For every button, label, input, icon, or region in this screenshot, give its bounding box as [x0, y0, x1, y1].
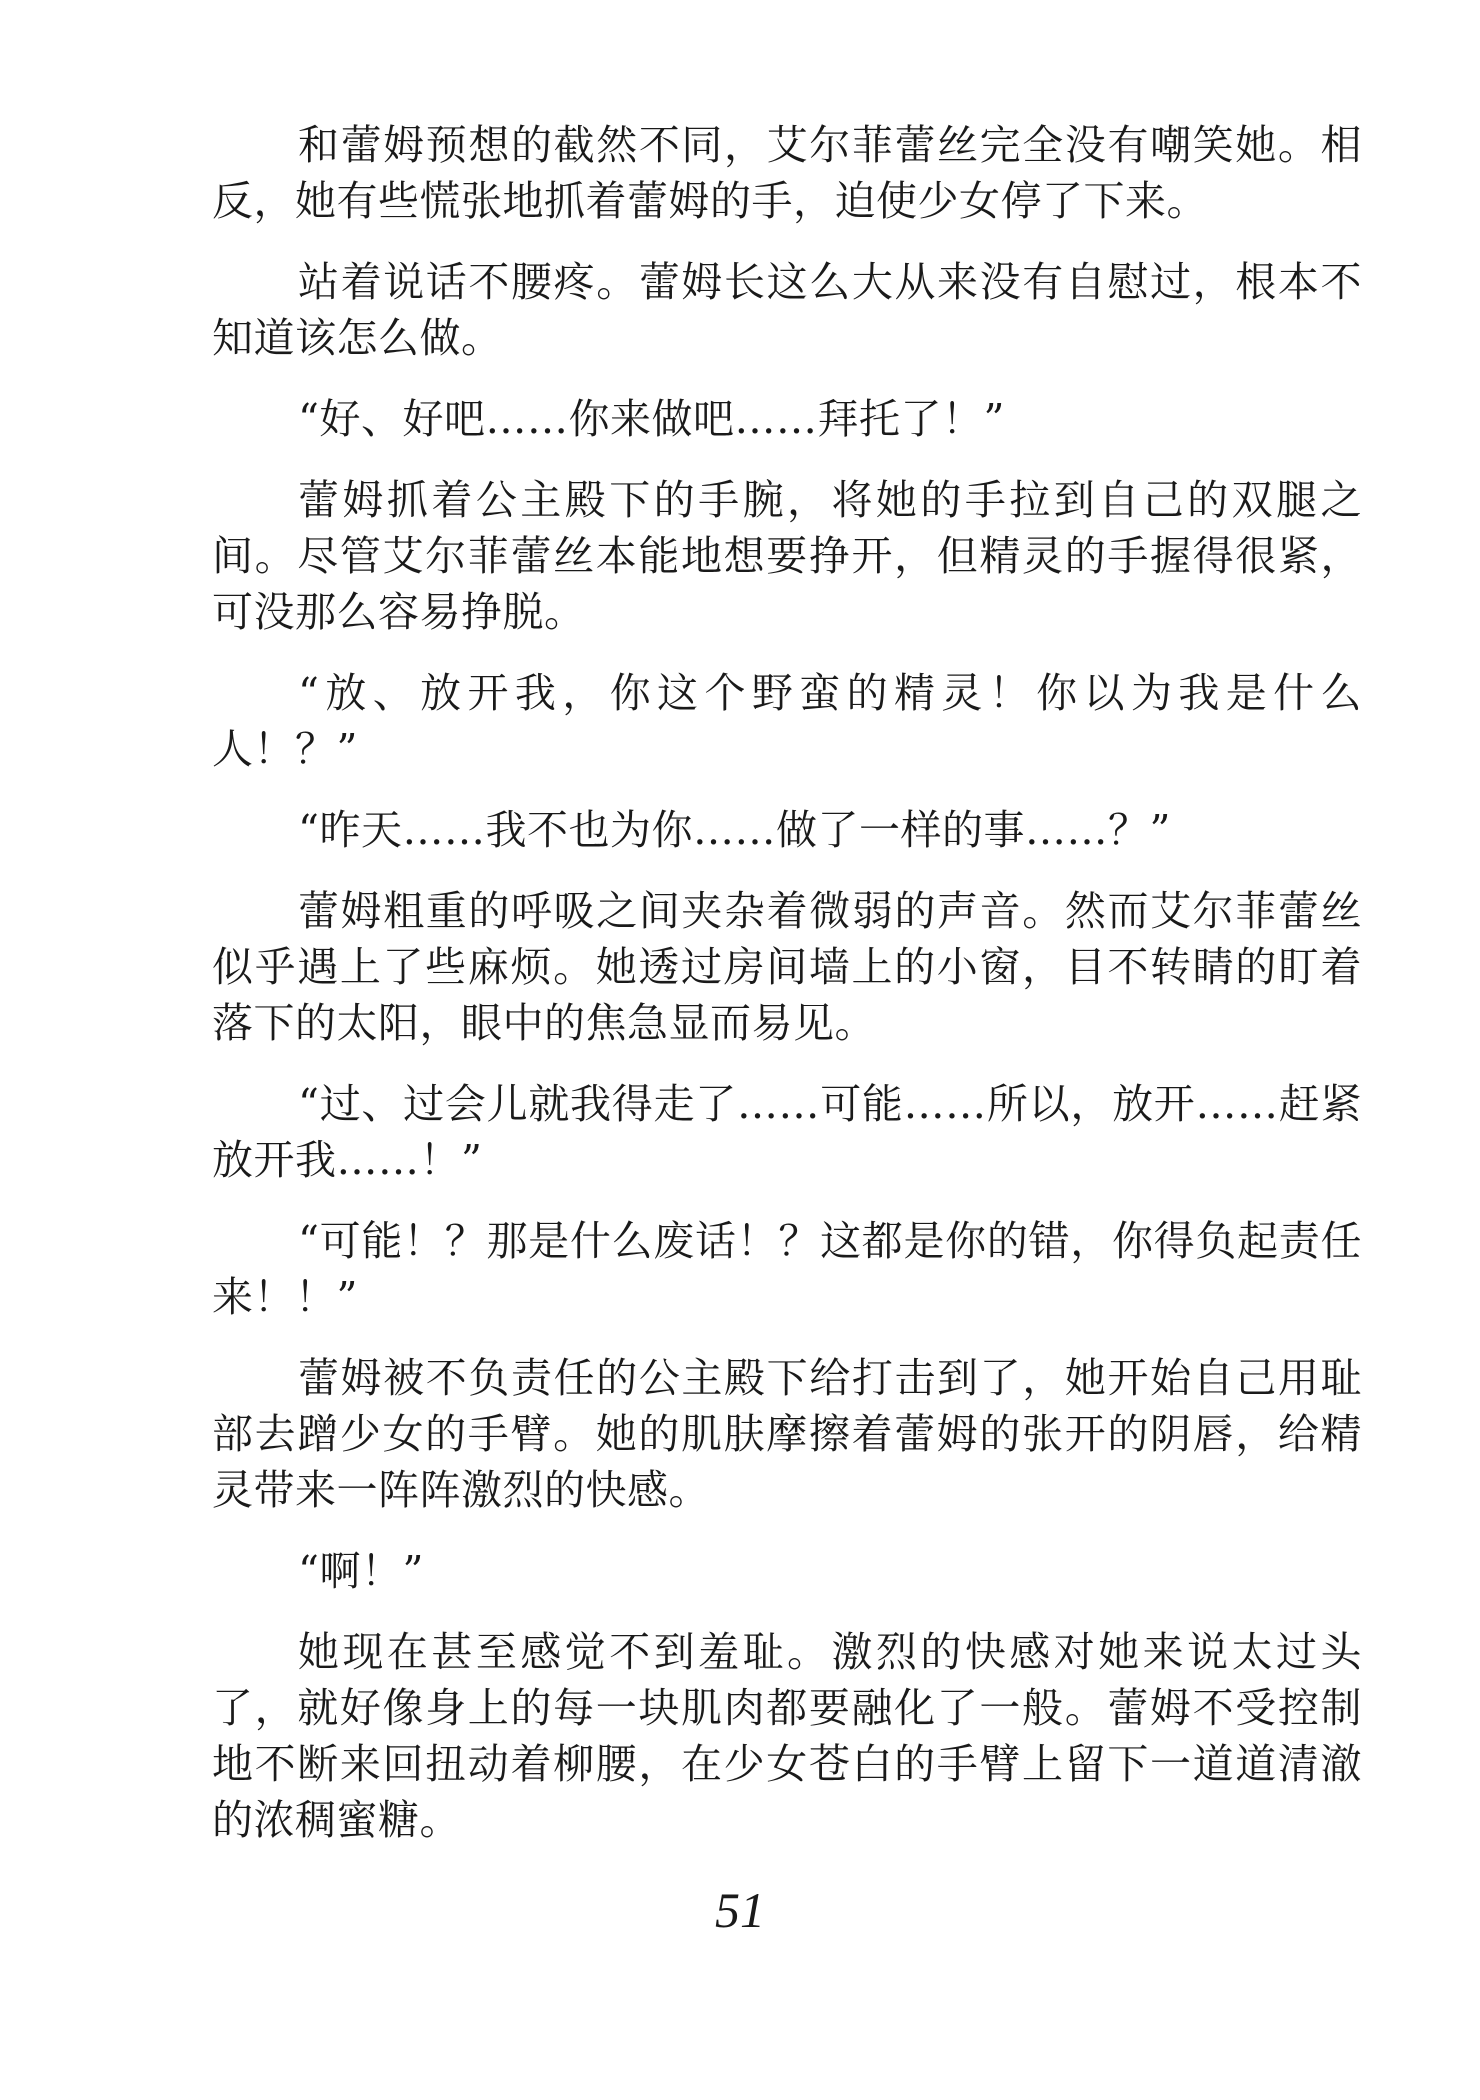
paragraph-9: “可能！？那是什么废话！？这都是你的错，你得负起责任来！！”	[212, 1217, 1362, 1321]
paragraph-10: 蕾姆被不负责任的公主殿下给打击到了，她开始自己用耻部去蹭少女的手臂。她的肌肤摩擦着蕾姆的张开的阴唇，给精灵带来一阵阵激烈的快感。	[212, 1354, 1362, 1514]
paragraph-3: “好、好吧……你来做吧……拜托了！”	[298, 395, 1005, 443]
paragraph-5: “放、放开我，你这个野蛮的精灵！你以为我是什么人！？”	[212, 669, 1362, 773]
paragraph-12: 她现在甚至感觉不到羞耻。激烈的快感对她来说太过头了，就好像身上的每一块肌肉都要融化了一般。蕾姆不受控制地不断来回扭动着柳腰，在少女苍白的手臂上留下一道道清澈的浓稠蜜糖。	[212, 1628, 1362, 1844]
page-number: 51	[715, 1882, 765, 1938]
paragraph-11: “啊！”	[298, 1547, 424, 1595]
paragraph-8: “过、过会儿就我得走了……可能……所以，放开……赶紧放开我……！”	[212, 1080, 1362, 1184]
paragraph-1: 和蕾姆预想的截然不同，艾尔菲蕾丝完全没有嘲笑她。相反，她有些慌张地抓着蕾姆的手，迫使少女停了下来。	[212, 121, 1362, 225]
paragraph-2: 站着说话不腰疼。蕾姆长这么大从来没有自慰过，根本不知道该怎么做。	[212, 258, 1362, 362]
paragraph-6: “昨天……我不也为你……做了一样的事……？”	[298, 806, 1171, 854]
paragraph-7: 蕾姆粗重的呼吸之间夹杂着微弱的声音。然而艾尔菲蕾丝似乎遇上了些麻烦。她透过房间墙上的小窗，目不转睛的盯着落下的太阳，眼中的焦急显而易见。	[212, 887, 1362, 1047]
body-text	[212, 117, 1362, 1873]
paragraph-4: 蕾姆抓着公主殿下的手腕，将她的手拉到自己的双腿之间。尽管艾尔菲蕾丝本能地想要挣开，但精灵的手握得很紧，可没那么容易挣脱。	[212, 476, 1362, 636]
